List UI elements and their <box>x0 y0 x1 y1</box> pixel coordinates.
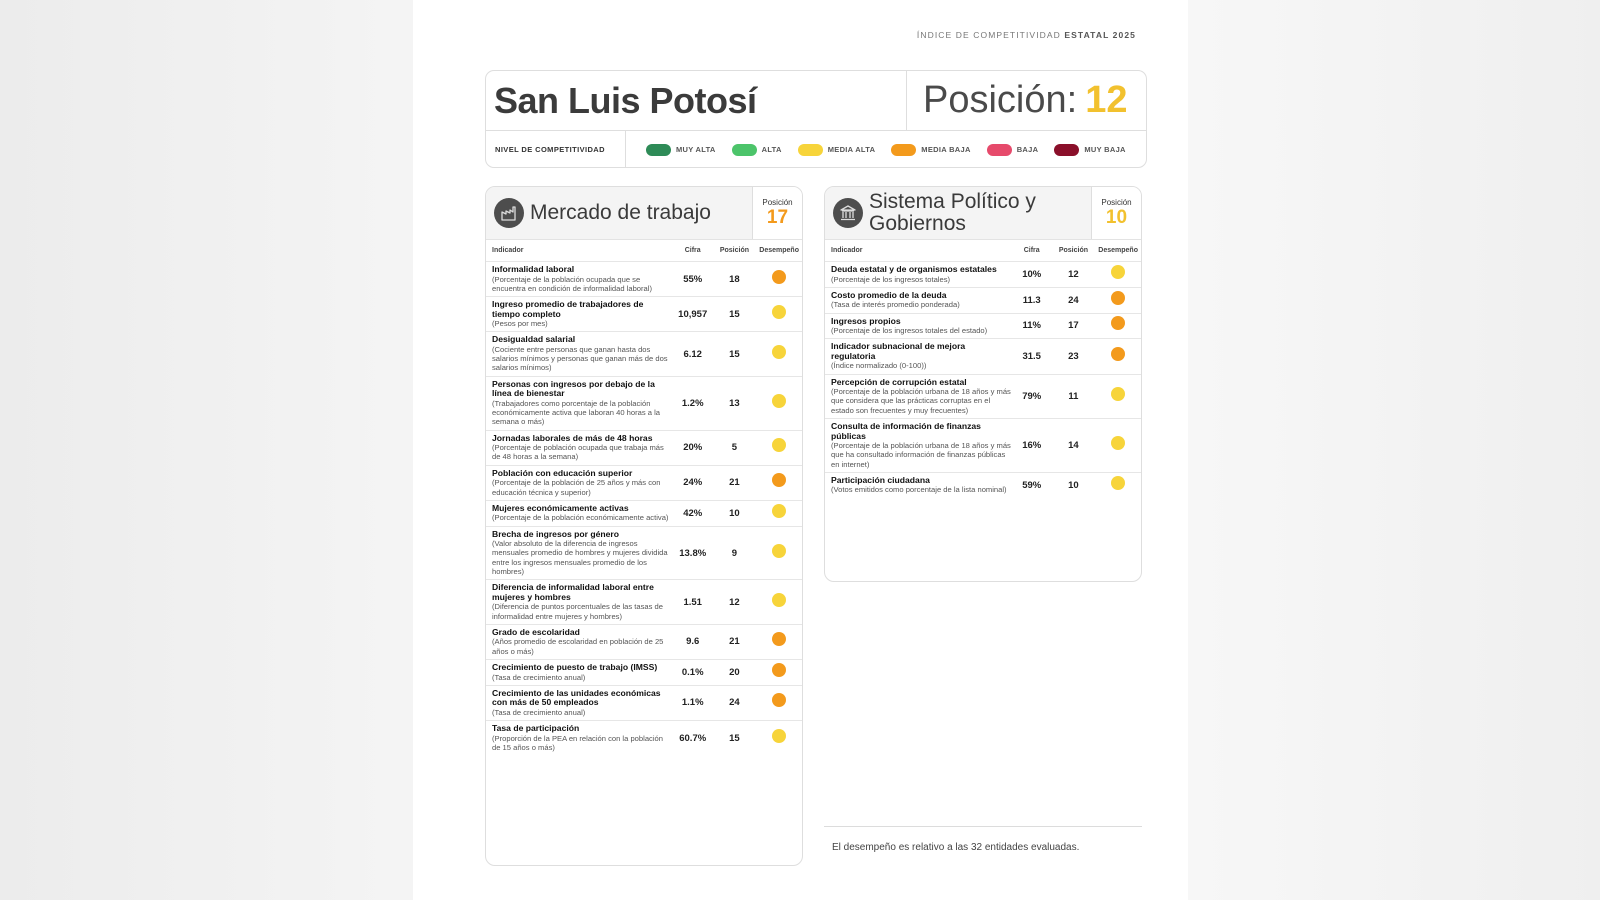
indicator-cell <box>486 527 673 580</box>
indicator-description: (Votos emitidos como porcentaje de la lista nominal) <box>831 485 1007 495</box>
legend-label: MUY BAJA <box>1084 145 1126 154</box>
legend-item <box>1054 144 1125 156</box>
state-name: San Luis Potosí <box>494 79 757 121</box>
legend-item <box>891 144 970 156</box>
indicator-value: 55% <box>683 273 703 285</box>
indicator-cell <box>825 473 1012 498</box>
indicator-description: (Porcentaje de la población ocupada que se encuentra en condición de informalidad laboral) <box>492 274 652 293</box>
performance-dot <box>772 473 786 487</box>
table-row <box>486 501 802 527</box>
col-indicador: Indicador <box>831 247 863 254</box>
indicator-position: 17 <box>1068 320 1079 332</box>
indicator-position: 15 <box>729 348 740 360</box>
performance-dot <box>772 593 786 607</box>
indicator-description: (Porcentaje de los ingresos totales) <box>831 274 951 284</box>
legend-swatch <box>798 144 823 156</box>
indicator-value: 1.2% <box>681 397 704 409</box>
legend-items <box>626 144 1146 156</box>
indicator-cell <box>486 501 673 526</box>
indicator-cell <box>486 721 673 755</box>
indicator-value: 10,957 <box>678 308 708 320</box>
indicator-name: Percepción de corrupción estatal <box>831 376 967 387</box>
indicator-name: Consulta de información de finanzas públicas <box>831 421 981 441</box>
indicator-description: (Cociente entre personas que ganan hasta dos salarios mínimos y personas que ganan más de dos salarios mínimos) <box>492 344 668 373</box>
performance-dot <box>772 305 786 319</box>
indicator-position: 10 <box>1068 479 1079 491</box>
table-row <box>825 419 1141 473</box>
performance-dot <box>772 394 786 408</box>
performance-cell <box>1095 387 1141 406</box>
performance-dot <box>772 270 786 284</box>
indicator-name: Personas con ingresos por debajo de la línea de bienestar <box>492 378 655 399</box>
indicator-description: (Tasa de crecimiento anual) <box>492 707 586 717</box>
indicator-value: 42% <box>683 507 703 519</box>
performance-dot <box>772 544 786 558</box>
indicator-name: Ingresos propios <box>831 315 901 326</box>
table-row <box>486 377 802 431</box>
indicator-value: 6.12 <box>683 348 702 360</box>
indicator-name: Grado de escolaridad <box>492 626 580 637</box>
col-posicion: Posición <box>719 247 750 254</box>
performance-dot <box>772 632 786 646</box>
report-page <box>413 0 1188 900</box>
section-sistema-politico <box>824 186 1142 582</box>
legend-swatch <box>732 144 757 156</box>
indicator-position: 9 <box>731 547 738 559</box>
table-row <box>486 332 802 376</box>
table-row <box>486 262 802 297</box>
indicator-name: Jornadas laborales de más de 48 horas <box>492 432 653 443</box>
legend-title: NIVEL DE COMPETITIVIDAD <box>486 131 626 168</box>
performance-cell <box>756 593 802 612</box>
indicator-description: (Porcentaje de la población de 25 años y más con educación técnica y superior) <box>492 478 661 497</box>
indicator-cell <box>825 339 1012 373</box>
legend-item <box>987 144 1039 156</box>
indicator-position: 12 <box>1068 268 1079 280</box>
col-desempeno: Desempeño <box>1098 247 1138 254</box>
indicator-position: 23 <box>1068 351 1079 363</box>
indicator-cell <box>486 660 673 685</box>
indicator-description: (Valor absoluto de la diferencia de ingresos mensuales promedio de hombres y mujeres dividida entre los ingresos mensuales promedio de los hombres) <box>492 539 668 577</box>
indicator-description: (Tasa de interés promedio ponderada) <box>831 300 960 310</box>
indicator-cell <box>486 262 673 296</box>
indicator-cell <box>486 332 673 375</box>
indicator-position: 21 <box>729 636 740 648</box>
indicator-value: 13.8% <box>679 547 707 559</box>
table-row <box>825 314 1141 340</box>
indicator-description: (Porcentaje de la población urbana de 18 años y más que considera que las prácticas corruptas en el estado son frecuentes y muy frecuentes) <box>831 387 1011 415</box>
table-row <box>825 288 1141 314</box>
indicator-cell <box>825 375 1012 418</box>
section-position <box>752 187 802 239</box>
indicator-position: 15 <box>729 732 740 744</box>
state-position-number: 12 <box>1085 79 1128 121</box>
performance-cell <box>756 345 802 364</box>
table-row <box>486 527 802 581</box>
indicator-description: (Proporción de la PEA en relación con la población de 15 años o más) <box>492 733 663 752</box>
indicator-name: Desigualdad salarial <box>492 334 576 345</box>
col-indicador: Indicador <box>492 247 524 254</box>
indicator-position: 12 <box>729 596 740 608</box>
col-desempeno: Desempeño <box>759 247 799 254</box>
col-cifra: Cifra <box>1023 247 1040 254</box>
indicator-position: 13 <box>729 397 740 409</box>
indicator-description: (Trabajadores como porcentaje de la población económicamente activa que laboran 40 horas a la semana o más) <box>492 398 661 427</box>
indicator-description: (Años promedio de escolaridad en población de 25 años o más) <box>492 637 664 656</box>
legend-swatch <box>646 144 671 156</box>
performance-cell <box>1095 347 1141 366</box>
indicator-position: 14 <box>1068 440 1079 452</box>
indicator-position: 5 <box>731 442 738 454</box>
performance-cell <box>756 544 802 563</box>
performance-cell <box>756 305 802 324</box>
section-position-label: Posición <box>1101 197 1132 207</box>
indicator-description: (Porcentaje de población ocupada que trabaja más de 48 horas a la semana) <box>492 443 664 462</box>
indicator-name: Ingreso promedio de trabajadores de tiempo completo <box>492 299 644 319</box>
indicator-position: 24 <box>1068 294 1079 306</box>
legend-swatch <box>987 144 1012 156</box>
indicator-name: Tasa de participación <box>492 723 580 734</box>
indicator-cell <box>486 625 673 659</box>
indicator-description: (Índice normalizado (0-100)) <box>831 361 927 371</box>
indicator-description: (Diferencia de puntos porcentuales de las tasas de informalidad entre mujeres y hombres) <box>492 602 663 621</box>
indicator-name: Crecimiento de las unidades económicas con más de 50 empleados <box>492 687 661 708</box>
legend-label: MEDIA ALTA <box>827 145 876 154</box>
indicator-position: 11 <box>1068 390 1079 402</box>
performance-cell <box>756 632 802 651</box>
performance-dot <box>1111 387 1125 401</box>
report-header-prefix: ÍNDICE DE COMPETITIVIDAD <box>916 30 1061 40</box>
legend-label: BAJA <box>1016 145 1039 154</box>
performance-dot <box>772 345 786 359</box>
performance-dot <box>1111 476 1125 490</box>
indicator-position: 10 <box>729 507 740 519</box>
performance-cell <box>1095 436 1141 455</box>
indicator-cell <box>486 377 673 430</box>
indicator-value: 11% <box>1022 320 1041 332</box>
legend-label: ALTA <box>761 145 782 154</box>
legend-item <box>646 144 716 156</box>
indicator-value: 10% <box>1022 268 1042 280</box>
section-position-label: Posición <box>762 197 793 207</box>
indicator-name: Brecha de ingresos por género <box>492 528 620 539</box>
report-header-suffix: ESTATAL 2025 <box>1064 30 1136 40</box>
indicator-value: 16% <box>1022 440 1042 452</box>
table-header <box>825 240 1141 262</box>
indicator-cell <box>486 431 673 465</box>
performance-cell <box>1095 265 1141 284</box>
competitiveness-legend <box>486 131 1146 168</box>
indicator-position: 21 <box>729 477 740 489</box>
col-cifra: Cifra <box>684 247 701 254</box>
indicator-value: 20% <box>683 442 703 454</box>
indicator-value: 60.7% <box>679 732 707 744</box>
report-header <box>917 30 1136 40</box>
indicator-description: (Pesos por mes) <box>492 319 548 329</box>
performance-dot <box>772 693 786 707</box>
indicator-name: Población con educación superior <box>492 467 633 478</box>
state-position-box <box>906 71 1146 130</box>
indicator-position: 24 <box>729 697 740 709</box>
performance-cell <box>756 693 802 712</box>
performance-dot <box>772 663 786 677</box>
performance-cell <box>1095 291 1141 310</box>
table-row <box>486 431 802 466</box>
table-row <box>486 580 802 625</box>
performance-cell <box>756 729 802 748</box>
col-posicion: Posición <box>1058 247 1089 254</box>
section-title: Sistema Político y Gobiernos <box>869 190 1036 235</box>
performance-dot <box>772 729 786 743</box>
indicator-description: (Porcentaje de la población económicamente activa) <box>492 513 669 523</box>
indicator-value: 9.6 <box>686 636 700 648</box>
legend-item <box>798 144 876 156</box>
legend-item <box>732 144 782 156</box>
indicator-value: 1.1% <box>681 697 704 709</box>
section-position-number: 17 <box>766 206 789 228</box>
performance-cell <box>1095 316 1141 335</box>
indicator-value: 11.3 <box>1022 294 1041 306</box>
legend-swatch <box>891 144 916 156</box>
performance-cell <box>756 663 802 682</box>
table-row <box>486 625 802 660</box>
indicator-name: Participación ciudadana <box>831 474 930 485</box>
indicator-position: 15 <box>729 308 740 320</box>
table-row <box>486 660 802 686</box>
performance-dot <box>772 438 786 452</box>
indicator-description: (Tasa de crecimiento anual) <box>492 672 586 682</box>
indicator-name: Crecimiento de puesto de trabajo (IMSS) <box>492 662 658 673</box>
indicator-cell <box>486 297 673 331</box>
indicator-position: 20 <box>729 666 740 678</box>
indicator-table <box>825 262 1141 498</box>
indicator-value: 59% <box>1022 479 1042 491</box>
government-building-icon <box>833 198 863 228</box>
performance-dot <box>1111 291 1125 305</box>
indicator-name: Diferencia de informalidad laboral entre mujeres y hombres <box>492 582 654 602</box>
indicator-cell <box>486 686 673 720</box>
indicator-position: 18 <box>729 273 740 285</box>
indicator-name: Indicador subnacional de mejora regulatoria <box>831 341 966 361</box>
footer-divider <box>824 826 1142 827</box>
footer-note: El desempeño es relativo a las 32 entidades evaluadas. <box>832 842 1080 853</box>
performance-cell <box>756 438 802 457</box>
table-row <box>825 375 1141 419</box>
table-row <box>486 466 802 501</box>
performance-dot <box>1111 436 1125 450</box>
performance-dot <box>1111 316 1125 330</box>
indicator-description: (Porcentaje de la población urbana de 18 años y más que ha consultado información de finanzas públicas en internet) <box>831 441 1011 469</box>
table-header <box>486 240 802 262</box>
performance-cell <box>756 473 802 492</box>
section-mercado-de-trabajo <box>485 186 803 866</box>
legend-label: MEDIA BAJA <box>921 145 971 154</box>
performance-dot <box>1111 347 1125 361</box>
indicator-cell <box>825 288 1012 313</box>
legend-label: MUY ALTA <box>676 145 716 154</box>
indicator-name: Deuda estatal y de organismos estatales <box>831 264 997 274</box>
indicator-name: Costo promedio de la deuda <box>831 289 947 300</box>
table-row <box>825 262 1141 288</box>
table-row <box>825 473 1141 498</box>
indicator-cell <box>825 419 1012 472</box>
indicator-value: 0.1% <box>681 666 704 678</box>
table-row <box>486 297 802 332</box>
indicator-cell <box>825 262 1012 287</box>
performance-cell <box>756 270 802 289</box>
table-row <box>825 339 1141 374</box>
section-position-number: 10 <box>1105 206 1128 228</box>
state-position-label: Posición: <box>923 79 1078 121</box>
performance-dot <box>772 504 786 518</box>
indicator-value: 31.5 <box>1022 351 1041 363</box>
factory-icon <box>494 198 524 228</box>
indicator-value: 24% <box>683 477 703 489</box>
indicator-cell <box>486 580 673 624</box>
performance-cell <box>1095 476 1141 495</box>
indicator-description: (Porcentaje de los ingresos totales del estado) <box>831 326 988 336</box>
legend-swatch <box>1054 144 1079 156</box>
indicator-cell <box>825 314 1012 339</box>
indicator-value: 79% <box>1022 390 1042 402</box>
table-row <box>486 721 802 755</box>
performance-cell <box>756 504 802 523</box>
table-row <box>486 686 802 721</box>
indicator-table <box>486 262 802 755</box>
indicator-cell <box>486 466 673 500</box>
section-title: Mercado de trabajo <box>530 201 711 224</box>
section-position <box>1091 187 1141 239</box>
state-title-card <box>485 70 1147 168</box>
performance-cell <box>756 394 802 413</box>
indicator-name: Informalidad laboral <box>492 264 575 274</box>
indicator-value: 1.51 <box>683 596 702 608</box>
performance-dot <box>1111 265 1125 279</box>
indicator-name: Mujeres económicamente activas <box>492 502 629 513</box>
